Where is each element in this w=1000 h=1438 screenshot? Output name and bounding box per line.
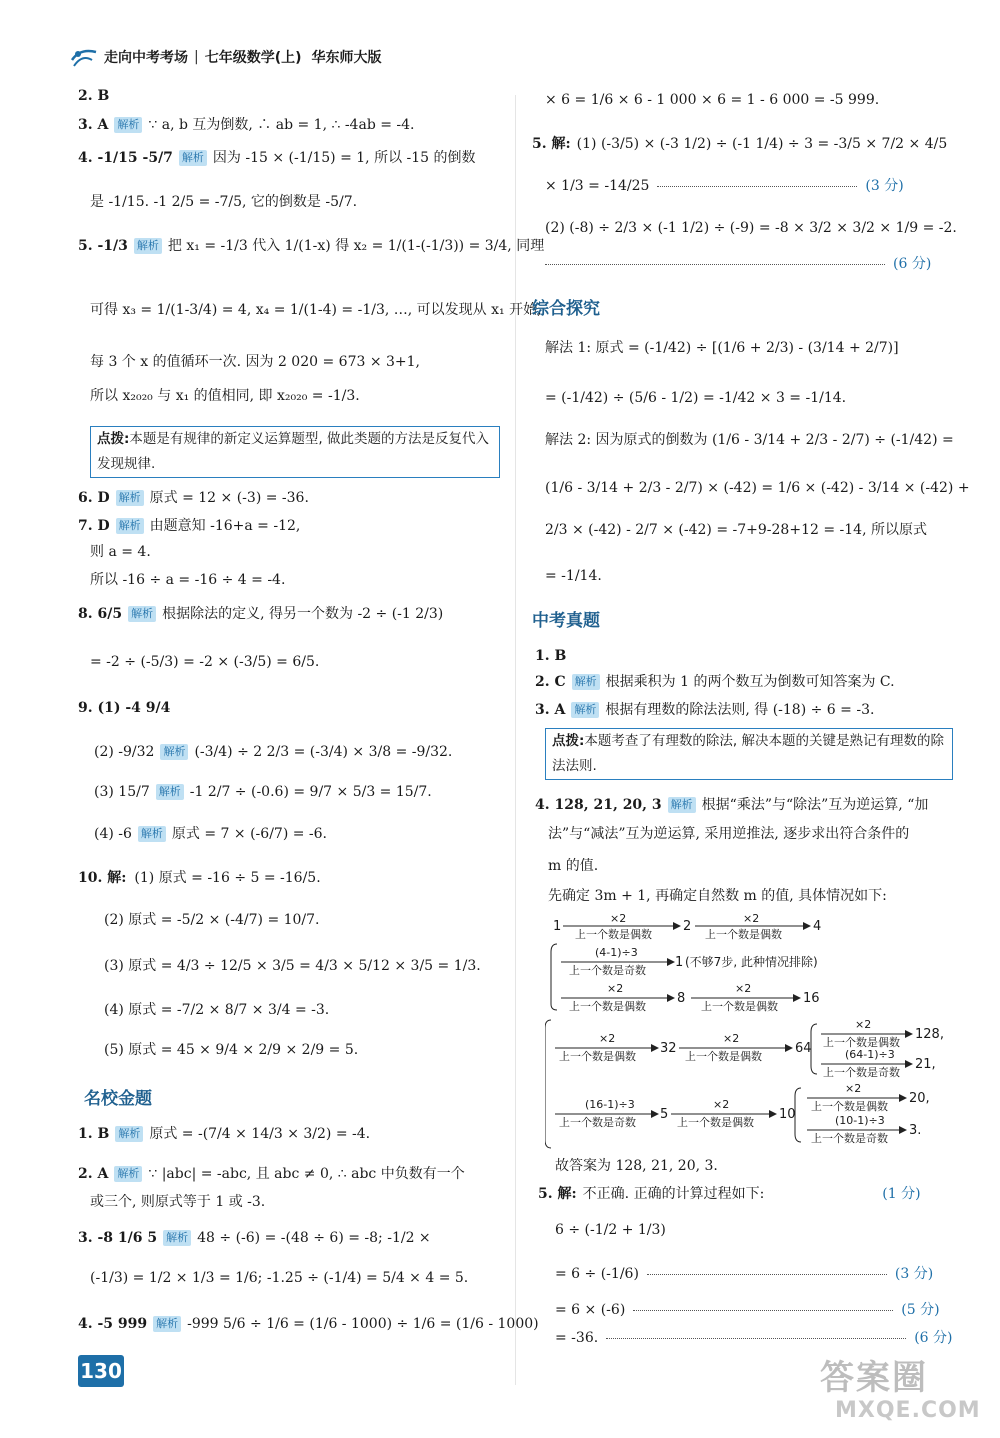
svg-text:上一个数是奇数: 上一个数是奇数 xyxy=(811,1132,888,1145)
svg-text:21,: 21, xyxy=(915,1057,936,1072)
answer-line: 法”与“减法”互为逆运算, 采用逆推法, 逐步求出符合条件的 xyxy=(548,826,910,842)
header-series: 走向中考考场 xyxy=(104,50,188,66)
answer-line: (4) -6 解析 原式 = 7 × (-6/7) = -6. xyxy=(94,826,327,842)
svg-text:×2: ×2 xyxy=(845,1082,862,1095)
svg-text:(10-1)÷3: (10-1)÷3 xyxy=(835,1114,885,1127)
svg-text:20,: 20, xyxy=(909,1091,930,1106)
svg-text:×2: ×2 xyxy=(855,1018,872,1031)
answer-line: (2) 原式 = -5/2 × (-4/7) = 10/7. xyxy=(104,912,320,928)
analysis-tag: 解析 xyxy=(153,1316,181,1332)
svg-text:(16-1)÷3: (16-1)÷3 xyxy=(585,1098,635,1111)
svg-text:1: 1 xyxy=(675,955,684,970)
answer-line: 4. 128, 21, 20, 3 解析 根据“乘法”与“除法”互为逆运算, “加 xyxy=(535,797,929,813)
svg-text:上一个数是偶数: 上一个数是偶数 xyxy=(705,928,782,941)
answer-line: 6 ÷ (-1/2 + 1/3) xyxy=(555,1222,666,1238)
node-1: 1 xyxy=(553,919,562,934)
book-series-logo-icon xyxy=(70,46,98,68)
svg-text:16: 16 xyxy=(803,991,820,1006)
answer-line: 解法 2: 因为原式的倒数为 (1/6 - 3/14 + 2/3 - 2/7) ÷ (-1/42) = xyxy=(545,432,954,448)
answer-line: = -36. (6 分) xyxy=(555,1330,953,1346)
svg-text:8: 8 xyxy=(677,991,686,1006)
answer-line: 8. 6/5 解析 根据除法的定义, 得另一个数为 -2 ÷ (-1 2/3) xyxy=(78,606,444,622)
tip-box: 点拨:本题考查了有理数的除法, 解决本题的关键是熟记有理数的除法法则. xyxy=(545,728,953,780)
svg-text:上一个数是偶数: 上一个数是偶数 xyxy=(559,1050,636,1063)
answer-line: 每 3 个 x 的值循环一次. 因为 2 020 = 673 × 3+1, xyxy=(90,354,421,370)
page-header xyxy=(70,44,382,70)
svg-text:上一个数是奇数: 上一个数是奇数 xyxy=(569,964,646,977)
section-title-zonghe: 综合探究 xyxy=(532,299,600,319)
answer-line: 5. 解: (1) (-3/5) × (-3 1/2) ÷ (-1 1/4) ÷ 3 = -3/5 × 7/2 × 4/5 xyxy=(532,136,948,152)
analysis-tag: 解析 xyxy=(116,518,144,534)
answer-line: (2) (-8) ÷ 2/3 × (-1 1/2) ÷ (-9) = -8 × 3/2 × 3/2 × 1/9 = -2. xyxy=(545,220,957,236)
answer-line: 则 a = 4. xyxy=(90,544,151,560)
analysis-tag: 解析 xyxy=(128,606,156,622)
svg-text:×2: ×2 xyxy=(599,1032,616,1045)
analysis-tag: 解析 xyxy=(571,702,599,718)
svg-text:上一个数是偶数: 上一个数是偶数 xyxy=(823,1036,900,1049)
answer-line: 2. B xyxy=(78,88,110,104)
svg-text:上一个数是偶数: 上一个数是偶数 xyxy=(701,1000,778,1013)
answer-line: (5) 原式 = 45 × 9/4 × 2/9 × 2/9 = 5. xyxy=(104,1042,359,1058)
analysis-tag: 解析 xyxy=(138,826,166,842)
tip-box: 点拨:本题是有规律的新定义运算题型, 做此类题的方法是反复代入发现规律. xyxy=(90,426,500,478)
svg-text:32: 32 xyxy=(660,1041,677,1056)
svg-text:(4-1)÷3: (4-1)÷3 xyxy=(595,946,638,959)
answer-line: (3) 15/7 解析 -1 2/7 ÷ (-0.6) = 9/7 × 5/3 = 15/7. xyxy=(94,784,432,800)
svg-text:上一个数是偶数: 上一个数是偶数 xyxy=(811,1100,888,1113)
answer-line: 4. -5 999 解析 -999 5/6 ÷ 1/6 = (1/6 - 1000) ÷ 1/6 = (1/6 - 1000) xyxy=(78,1316,539,1332)
analysis-tag: 解析 xyxy=(572,674,600,690)
answer-line: 所以 x₂₀₂₀ 与 x₁ 的值相同, 即 x₂₀₂₀ = -1/3. xyxy=(90,388,360,404)
answer-line: 9. (1) -4 9/4 xyxy=(78,700,171,716)
analysis-tag: 解析 xyxy=(668,797,696,813)
answer-line: 1. B xyxy=(535,648,567,664)
header-edition: 华东师大版 xyxy=(311,50,382,66)
analysis-tag: 解析 xyxy=(156,784,184,800)
answer-line: (4) 原式 = -7/2 × 8/7 × 3/4 = -3. xyxy=(104,1002,330,1018)
answer-line: 可得 x₃ = 1/(1-3/4) = 4, x₄ = 1/(1-4) = -1/3, …, 可以发现从 x₁ 开始, xyxy=(90,302,542,318)
svg-text:(64-1)÷3: (64-1)÷3 xyxy=(845,1048,895,1061)
answer-line: = -1/14. xyxy=(545,568,602,584)
analysis-tag: 解析 xyxy=(116,490,144,506)
answer-line: 是 -1/15. -1 2/5 = -7/5, 它的倒数是 -5/7. xyxy=(90,194,358,210)
analysis-tag: 解析 xyxy=(114,117,142,133)
answer-line: 6. D 解析 原式 = 12 × (-3) = -36. xyxy=(78,490,309,506)
svg-text:上一个数是偶数: 上一个数是偶数 xyxy=(575,928,652,941)
answer-line: = 6 × (-6) (5 分) xyxy=(555,1302,940,1318)
svg-text:4: 4 xyxy=(813,919,822,934)
analysis-tag: 解析 xyxy=(115,1126,143,1142)
analysis-tag: 解析 xyxy=(114,1166,142,1182)
answer-line: (3) 原式 = 4/3 ÷ 12/5 × 3/5 = 4/3 × 5/12 × 3/5 = 1/3. xyxy=(104,958,481,974)
analysis-tag: 解析 xyxy=(179,150,207,166)
svg-text:2: 2 xyxy=(683,919,692,934)
answer-line: 3. A 解析 根据有理数的除法法则, 得 (-18) ÷ 6 = -3. xyxy=(535,702,875,718)
analysis-tag: 解析 xyxy=(163,1230,191,1246)
svg-text:上一个数是奇数: 上一个数是奇数 xyxy=(823,1066,900,1079)
svg-text:上一个数是偶数: 上一个数是偶数 xyxy=(685,1050,762,1063)
column-divider xyxy=(515,95,516,1385)
answer-line: 3. -8 1/6 5 解析 48 ÷ (-6) = -(48 ÷ 6) = -8; -1/2 × xyxy=(78,1230,431,1246)
section-title-mingxiao: 名校金题 xyxy=(84,1089,152,1109)
answer-line: = 6 ÷ (-1/6) (3 分) xyxy=(555,1266,934,1282)
svg-text:×2: ×2 xyxy=(607,982,624,995)
answer-line: 5. -1/3 解析 把 x₁ = -1/3 代入 1/(1-x) 得 x₂ = 1/(1-(-1/3)) = 3/4, 同理 xyxy=(78,238,545,254)
svg-text:64: 64 xyxy=(795,1041,812,1056)
answer-line: m 的值. xyxy=(548,858,599,874)
answer-line: × 1/3 = -14/25 (3 分) xyxy=(545,178,904,194)
analysis-tag: 解析 xyxy=(160,744,188,760)
answer-line: = (-1/42) ÷ (5/6 - 1/2) = -1/42 × 3 = -1/14. xyxy=(545,390,847,406)
header-separator: | xyxy=(194,49,199,65)
reverse-derivation-diagram xyxy=(545,912,965,1152)
answer-line: 先确定 3m + 1, 再确定自然数 m 的值, 具体情况如下: xyxy=(548,888,887,904)
answer-line: = -2 ÷ (-5/3) = -2 × (-3/5) = 6/5. xyxy=(90,654,320,670)
page-number: 130 xyxy=(78,1355,124,1387)
svg-text:上一个数是偶数: 上一个数是偶数 xyxy=(677,1116,754,1129)
answer-line: 故答案为 128, 21, 20, 3. xyxy=(555,1158,718,1174)
answer-line: 3. A 解析 ∵ a, b 互为倒数, ∴ ab = 1, ∴ -4ab = -4. xyxy=(78,117,415,133)
svg-text:×2: ×2 xyxy=(610,912,627,925)
section-title-zhongkao: 中考真题 xyxy=(532,611,600,631)
svg-text:(不够7步, 此种情况排除): (不够7步, 此种情况排除) xyxy=(685,955,818,969)
answer-line: 解法 1: 原式 = (-1/42) ÷ [(1/6 + 2/3) - (3/14 + 2/7)] xyxy=(545,340,899,356)
answer-line: 2/3 × (-42) - 2/7 × (-42) = -7+9-28+12 = -14, 所以原式 xyxy=(545,522,927,538)
svg-text:×2: ×2 xyxy=(743,912,760,925)
svg-text:3.: 3. xyxy=(909,1123,922,1138)
header-subject: 七年级数学(上) xyxy=(204,50,302,66)
svg-text:上一个数是奇数: 上一个数是奇数 xyxy=(559,1116,636,1129)
answer-line: (2) -9/32 解析 (-3/4) ÷ 2 2/3 = (-3/4) × 3/8 = -9/32. xyxy=(94,744,453,760)
answer-line: 1. B 解析 原式 = -(7/4 × 14/3 × 3/2) = -4. xyxy=(78,1126,371,1142)
answer-line: 5. 解: 不正确. 正确的计算过程如下: (1 分) xyxy=(538,1186,921,1202)
analysis-tag: 解析 xyxy=(134,238,162,254)
svg-text:128,: 128, xyxy=(915,1027,944,1042)
svg-text:10: 10 xyxy=(779,1107,796,1122)
answer-line: 2. A 解析 ∵ |abc| = -abc, 且 abc ≠ 0, ∴ abc 中负数有一个 xyxy=(78,1166,465,1182)
answer-line: × 6 = 1/6 × 6 - 1 000 × 6 = 1 - 6 000 = -5 999. xyxy=(545,92,880,108)
svg-text:5: 5 xyxy=(660,1107,669,1122)
answer-line: 7. D 解析 由题意知 -16+a = -12, xyxy=(78,518,301,534)
svg-text:×2: ×2 xyxy=(713,1098,730,1111)
answer-line: 或三个, 则原式等于 1 或 -3. xyxy=(90,1194,266,1210)
answer-line: 所以 -16 ÷ a = -16 ÷ 4 = -4. xyxy=(90,572,286,588)
watermark-logo: 答案圈 xyxy=(820,1358,928,1398)
answer-line: 10. 解: (1) 原式 = -16 ÷ 5 = -16/5. xyxy=(78,870,321,886)
answer-line: 4. -1/15 -5/7 解析 因为 -15 × (-1/15) = 1, 所以 -15 的倒数 xyxy=(78,150,476,166)
answer-line: (-1/3) = 1/2 × 1/3 = 1/6; -1.25 ÷ (-1/4) = 5/4 × 4 = 5. xyxy=(90,1270,469,1286)
answer-line: 2. C 解析 根据乘积为 1 的两个数互为倒数可知答案为 C. xyxy=(535,674,895,690)
answer-line: (1/6 - 3/14 + 2/3 - 2/7) × (-42) = 1/6 × (-42) - 3/14 × (-42) + xyxy=(545,480,970,496)
answer-line: (6 分) xyxy=(545,254,931,274)
watermark-url: MXQE.COM xyxy=(835,1398,981,1423)
svg-text:×2: ×2 xyxy=(723,1032,740,1045)
svg-text:×2: ×2 xyxy=(735,982,752,995)
svg-text:上一个数是偶数: 上一个数是偶数 xyxy=(569,1000,646,1013)
